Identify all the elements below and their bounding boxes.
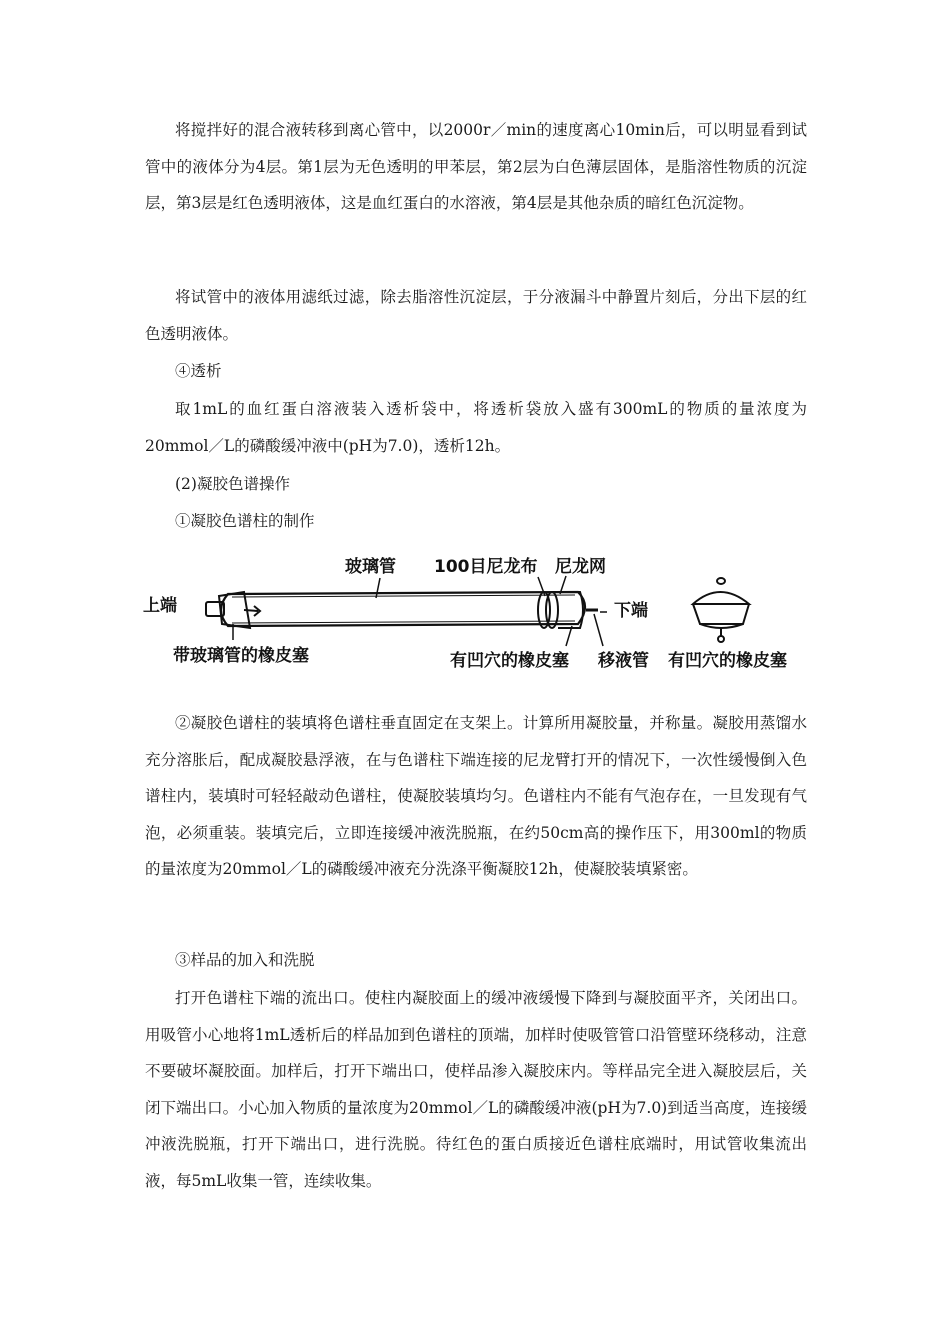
- label-nylon-net: 尼龙网: [555, 557, 606, 577]
- label-pipette: 移液管: [598, 651, 649, 671]
- heading-column-making: ①凝胶色谱柱的制作: [175, 512, 315, 530]
- heading-sample-loading: ③样品的加入和洗脱: [175, 951, 315, 969]
- paragraph-filter: 将试管中的液体用滤纸过滤，除去脂溶性沉淀层，于分液漏斗中静置片刻后，分出下层的红色透明液体。: [145, 288, 807, 343]
- paragraph-column-packing: ②凝胶色谱柱的装填将色谱柱垂直固定在支架上。计算所用凝胶量，并称量。凝胶用蒸馏水充分溶胀后，配成凝胶悬浮液，在与色谱柱下端连接的尼龙臂打开的情况下，一次性缓慢倒入色谱柱内，装填时可轻轻敲动色谱柱，使凝胶装填均匀。色谱柱内不能有气泡存在，一旦发现有气泡，必须重装。装填完后，立即连接缓冲液洗脱瓶，在约50cm高的操作压下，用300ml的物质的量浓度为20mmol／L的磷酸缓冲液充分洗涤平衡凝胶12h，使凝胶装填紧密。: [145, 714, 807, 879]
- heading-gel-chromatography: (2)凝胶色谱操作: [175, 475, 290, 493]
- stopper-with-hole-icon: [693, 578, 749, 642]
- label-stopper-with-hole-2: 有凹穴的橡皮塞: [668, 651, 787, 671]
- label-nylon-cloth: 100目尼龙布: [434, 557, 538, 577]
- heading-dialysis: ④透析: [175, 362, 222, 380]
- paragraph-dialysis: 取1mL的血红蛋白溶液装入透析袋中，将透析袋放入盛有300mL的物质的量浓度为20mmol／L的磷酸缓冲液中(pH为7.0)，透析12h。: [145, 400, 807, 455]
- paragraph-sample-elution: 打开色谱柱下端的流出口。使柱内凝胶面上的缓冲液缓慢下降到与凝胶面平齐，关闭出口。用吸管小心地将1mL透析后的样品加到色谱柱的顶端，加样时使吸管管口沿管壁环绕移动，注意不要破坏凝胶面。加样后，打开下端出口，使样品渗入凝胶床内。等样品完全进入凝胶层后，关闭下端出口。小心加入物质的量浓度为20mmol／L的磷酸缓冲液(pH为7.0)到适当高度，连接缓冲液洗脱瓶，打开下端出口，进行洗脱。待红色的蛋白质接近色谱柱底端时，用试管收集流出液，每5mL收集一管，连续收集。: [145, 989, 807, 1190]
- label-stopper-with-hole: 有凹穴的橡皮塞: [450, 651, 569, 671]
- label-glass-tube: 玻璃管: [345, 557, 396, 577]
- label-stopper-with-tube: 带玻璃管的橡皮塞: [173, 646, 309, 666]
- bottom-stopper-icon: [538, 592, 598, 628]
- label-bottom-end: 下端: [614, 601, 648, 621]
- label-top-end: 上端: [143, 596, 177, 616]
- column-tube: [221, 592, 585, 626]
- paragraph-centrifuge: 将搅拌好的混合液转移到离心管中，以2000r／min的速度离心10min后，可以明显看到试管中的液体分为4层。第1层为无色透明的甲苯层，第2层为白色薄层固体，是脂溶性物质的沉淀层，第3层是红色透明液体，这是血红蛋白的水溶液，第4层是其他杂质的暗红色沉淀物。: [145, 121, 807, 213]
